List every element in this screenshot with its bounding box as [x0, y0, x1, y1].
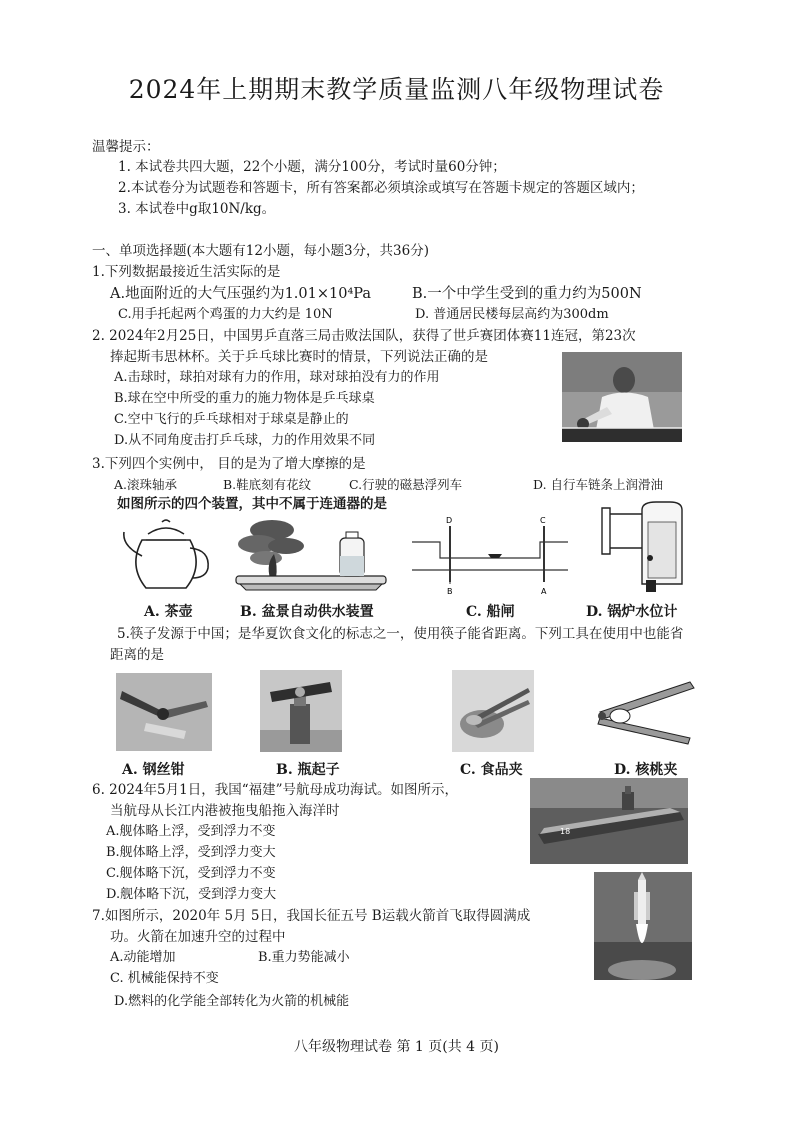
q3-option-d: D. 自行车链条上润滑油 — [533, 477, 664, 492]
table-tennis-photo — [562, 352, 682, 442]
lock-label-a: A — [541, 587, 547, 596]
q5-option-c: C. 食品夹 — [460, 762, 523, 778]
q5-option-d: D. 核桃夹 — [614, 762, 678, 778]
q1-option-c: C.用手托起两个鸡蛋的力大约是 10N — [118, 307, 333, 322]
teapot-figure — [118, 516, 214, 598]
q5-option-a: A. 钢丝钳 — [122, 762, 185, 778]
q4-option-b: B. 盆景自动供水装置 — [240, 604, 374, 620]
q6-option-b: B.舰体略上浮，受到浮力变大 — [106, 845, 276, 860]
q2-option-d: D.从不同角度击打乒乓球，力的作用效果不同 — [114, 433, 376, 448]
lock-label-d: D — [446, 516, 453, 525]
q4-option-a: A. 茶壶 — [144, 604, 193, 620]
q6-option-c: C.舰体略下沉，受到浮力不变 — [106, 866, 276, 881]
q2-option-a: A.击球时，球拍对球有力的作用，球对球拍没有力的作用 — [114, 370, 440, 385]
page-footer: 八年级物理试卷 第 1 页(共 4 页) — [294, 1039, 499, 1055]
q1-option-b: B.一个中学生受到的重力约为500N — [412, 286, 642, 302]
q1-option-d: D. 普通居民楼每层高约为300dm — [415, 307, 609, 322]
boiler-gauge-figure — [588, 498, 688, 596]
q7-option-c: C. 机械能保持不变 — [110, 971, 219, 986]
pliers-photo — [116, 673, 212, 751]
lock-label-c: C — [540, 516, 546, 525]
q2-stem-cont: 捧起斯韦思林杯。关于乒乓球比赛时的情景，下列说法正确的是 — [110, 349, 488, 365]
food-tongs-photo — [452, 670, 534, 752]
q2-stem: 2. 2024年2月25日，中国男乒直落三局击败法国队，获得了世乒赛团体赛11连冠，第23次 — [92, 328, 636, 344]
q3-option-a: A.滚珠轴承 — [114, 477, 178, 492]
section-heading: 一、单项选择题(本大题有12小题，每小题3分，共36分) — [92, 243, 429, 259]
q3-option-b: B.鞋底刻有花纹 — [223, 477, 312, 492]
ship-lock-figure — [410, 512, 570, 598]
q3-option-c: C.行驶的磁悬浮列车 — [349, 477, 463, 492]
q6-option-a: A.舰体略上浮，受到浮力不变 — [106, 824, 276, 839]
q6-stem-cont: 当航母从长江内港被拖曳船拖入海洋时 — [110, 803, 340, 819]
tip-item: 3. 本试卷中g取10N/kg。 — [118, 201, 276, 217]
q4-option-c: C. 船闸 — [466, 604, 515, 620]
tip-item: 1. 本试卷共四大题，22个小题，满分100分，考试时量60分钟； — [118, 159, 506, 175]
q2-option-b: B.球在空中所受的重力的施力物体是乒乓球桌 — [114, 391, 375, 406]
rocket-launch-photo — [594, 872, 692, 980]
tips-heading: 温馨提示： — [92, 139, 160, 155]
q5-stem: 5.筷子发源于中国；是华夏饮食文化的标志之一，使用筷子能省距离。下列工具在使用中也能省 — [117, 626, 684, 642]
bonsai-water-supply-figure — [230, 516, 392, 594]
q7-stem: 7.如图所示，2020年 5月 5日，我国长征五号 B运载火箭首飞取得圆满成 — [92, 908, 531, 924]
lock-label-b: B — [447, 587, 453, 596]
page-title: 2024年上期期末教学质量监测八年级物理试卷 — [128, 75, 665, 104]
q4-option-d: D. 锅炉水位计 — [586, 604, 678, 620]
q2-option-c: C.空中飞行的乒乓球相对于球桌是静止的 — [114, 412, 349, 427]
q5-option-b: B. 瓶起子 — [276, 762, 340, 778]
q7-option-a: A.动能增加 — [110, 950, 176, 965]
q3-stem: 3.下列四个实例中， 目的是为了增大摩擦的是 — [92, 456, 366, 472]
q4-stem: 如图所示的四个装置，其中不属于连通器的是 — [117, 496, 387, 512]
hull-number: 18 — [560, 827, 571, 836]
q7-option-b: B.重力势能减小 — [258, 950, 350, 965]
q7-option-d: D.燃料的化学能全部转化为火箭的机械能 — [114, 994, 350, 1009]
q7-stem-cont: 功。火箭在加速升空的过程中 — [110, 929, 286, 945]
tip-item: 2.本试卷分为试题卷和答题卡，所有答案都必须填涂或填写在答题卡规定的答题区域内； — [118, 180, 644, 196]
q6-stem: 6. 2024年5月1日，我国“福建”号航母成功海试。如图所示， — [92, 782, 459, 798]
aircraft-carrier-photo — [530, 778, 688, 864]
nutcracker-photo — [590, 672, 702, 748]
bottle-opener-photo — [260, 670, 342, 752]
q5-stem-cont: 距离的是 — [110, 647, 164, 663]
q6-option-d: D.舰体略下沉，受到浮力变大 — [106, 887, 277, 902]
q1-option-a: A.地面附近的大气压强约为1.01×10⁴Pa — [110, 286, 372, 302]
q1-stem: 1.下列数据最接近生活实际的是 — [92, 264, 281, 280]
